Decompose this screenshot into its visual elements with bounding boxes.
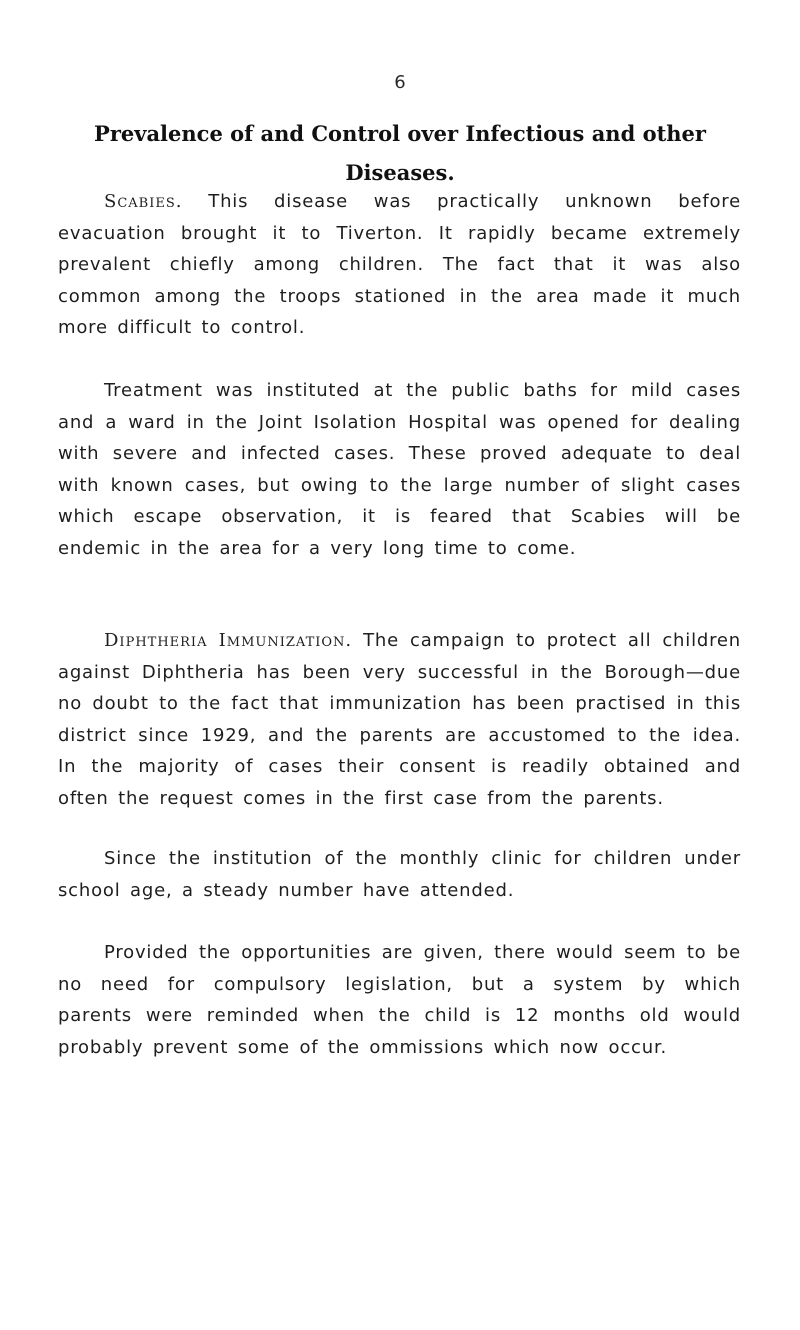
- diphtheria-text-3: Provided the opportunities are given, there would seem to be no need for compulsory legislation, but a system by which parents were reminded when the child is 12 months old would probably prevent some of the ommissions which now occur.: [58, 942, 741, 1058]
- scabies-lead: Scabies.: [104, 191, 183, 212]
- diphtheria-text-1: The campaign to protect all children against Diphtheria has been very successful in the Borough—due no doubt to the fact that immunization has been practised in this district since 1929, and the parents are accustomed to the idea. In the majority of cases their consent is readily obtained and often the request comes in the first case from the parents.: [58, 630, 741, 809]
- diphtheria-text-2: Since the institution of the monthly clinic for children under school age, a steady number have attended.: [58, 848, 741, 901]
- scabies-text-1: This disease was practically unknown before evacuation brought it to Tiverton. It rapidly became extremely prevalent chiefly among children. The fact that it was also common among the troops stationed in the area made it much more difficult to control.: [58, 191, 741, 338]
- scabies-paragraph-2: [58, 375, 741, 564]
- diphtheria-paragraph-1: [58, 625, 741, 814]
- diphtheria-lead: Diphtheria Immunization.: [104, 630, 353, 651]
- diphtheria-paragraph-2: [58, 843, 741, 906]
- scabies-paragraph-1: [58, 186, 741, 344]
- scabies-text-2: Treatment was instituted at the public baths for mild cases and a ward in the Joint Isolation Hospital was opened for dealing with severe and infected cases. These proved adequate to deal with known cases, but owing to the large number of slight cases which escape observation, it is feared that Scabies will be endemic in the area for a very long time to come.: [58, 380, 741, 559]
- page-heading: Prevalence of and Control over Infectious and other Diseases.: [94, 121, 706, 185]
- page-number: 6: [394, 72, 406, 93]
- diphtheria-paragraph-3: [58, 937, 741, 1063]
